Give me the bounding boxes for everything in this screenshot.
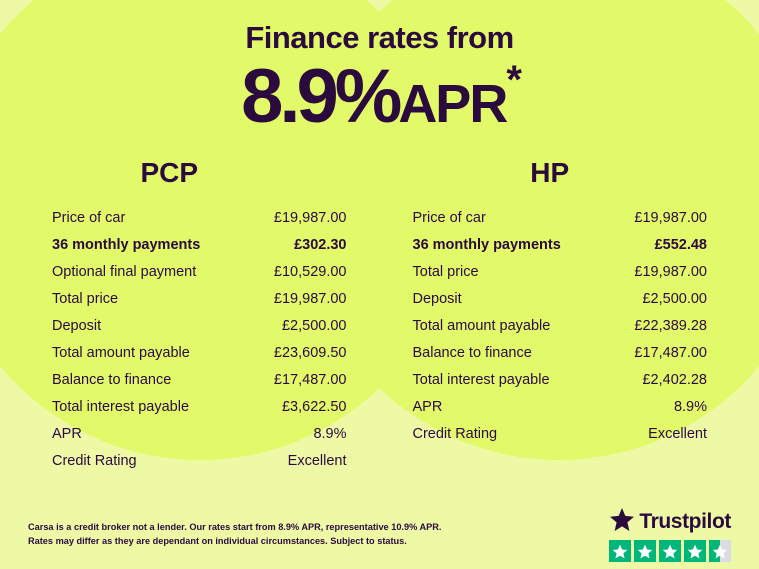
row-label: 36 monthly payments: [52, 237, 201, 254]
row-label: Total price: [52, 291, 119, 308]
row-label: Credit Rating: [52, 453, 137, 470]
table-row: [413, 259, 708, 286]
table-row: [52, 205, 347, 232]
row-label: Price of car: [52, 210, 126, 227]
table-row: [413, 232, 708, 259]
rate-number: 8.9%: [241, 53, 399, 139]
pcp-rows: [34, 205, 365, 475]
row-label: Balance to finance: [412, 345, 532, 362]
row-value: £2,500.00: [642, 291, 707, 308]
trustpilot-wordmark: [610, 508, 731, 536]
finance-table-hp: [395, 157, 726, 475]
table-row: [52, 340, 347, 367]
table-row: [413, 367, 708, 394]
row-label: APR: [412, 399, 443, 416]
star-icon: [684, 540, 706, 562]
table-row: [52, 313, 347, 340]
row-label: Total interest payable: [412, 372, 550, 389]
row-value: £10,529.00: [273, 264, 347, 281]
table-row: [52, 448, 347, 475]
rate-apr-label: APR: [398, 73, 507, 134]
page-title: Finance rates from: [245, 20, 514, 55]
row-value: £19,987.00: [273, 291, 347, 308]
row-value: £552.48: [654, 237, 707, 254]
trustpilot-rating-stars: [609, 540, 731, 562]
hp-title: HP: [530, 156, 570, 188]
row-label: Credit Rating: [412, 426, 498, 443]
row-label: Optional final payment: [52, 264, 197, 281]
star-icon: [609, 540, 631, 562]
row-value: £2,500.00: [281, 318, 347, 335]
row-value: £23,609.50: [273, 345, 347, 362]
trustpilot-badge[interactable]: [609, 508, 731, 562]
row-value: £19,987.00: [273, 210, 347, 227]
table-row: [413, 421, 708, 448]
star-icon: [659, 540, 681, 562]
row-label: APR: [52, 426, 82, 443]
row-value: £17,487.00: [634, 345, 707, 362]
star-icon: [634, 540, 656, 562]
row-value: 8.9%: [313, 426, 347, 443]
row-label: Deposit: [52, 318, 102, 335]
row-label: Deposit: [412, 291, 462, 308]
row-value: £19,987.00: [634, 264, 707, 281]
table-row: [52, 421, 347, 448]
row-value: £22,389.28: [634, 318, 707, 335]
disclaimer-line-2: Rates may differ as they are dependant on individual circumstances. Subject to status.: [28, 536, 407, 546]
row-label: Balance to finance: [52, 372, 172, 389]
table-row: [52, 259, 347, 286]
pcp-title: PCP: [140, 156, 199, 188]
table-row: [52, 232, 347, 259]
row-value: 8.9%: [673, 399, 707, 416]
row-label: Total interest payable: [52, 399, 190, 416]
row-value: £19,987.00: [634, 210, 707, 227]
row-label: 36 monthly payments: [412, 237, 561, 254]
half-star-icon: [709, 540, 731, 562]
table-row: [413, 340, 708, 367]
row-value: £2,402.28: [642, 372, 707, 389]
row-label: Total price: [412, 264, 479, 281]
row-label: Price of car: [412, 210, 486, 227]
row-value: £302.30: [294, 237, 347, 254]
disclaimer-line-1: Carsa is a credit broker not a lender. Our rates start from 8.9% APR, representative 10.9% APR.: [28, 522, 442, 533]
table-row: [52, 286, 347, 313]
row-label: Total amount payable: [52, 345, 190, 362]
row-value: £3,622.50: [281, 399, 347, 416]
table-row: [52, 394, 347, 421]
row-value: Excellent: [287, 453, 347, 470]
finance-table-pcp: [34, 157, 365, 475]
finance-tables: [0, 157, 759, 475]
disclaimer-text: [28, 521, 441, 549]
table-row: [413, 394, 708, 421]
footer: [0, 501, 759, 569]
table-row: [413, 286, 708, 313]
rate-asterisk: *: [506, 57, 518, 102]
trustpilot-star-icon: [610, 508, 634, 536]
table-row: [413, 313, 708, 340]
row-value: £17,487.00: [273, 372, 347, 389]
row-value: Excellent: [648, 426, 707, 443]
table-row: [413, 205, 708, 232]
headline-rate: [0, 53, 759, 139]
hp-rows: [395, 205, 726, 448]
trustpilot-name: Trustpilot: [639, 510, 731, 533]
table-row: [52, 367, 347, 394]
row-label: Total amount payable: [412, 318, 551, 335]
